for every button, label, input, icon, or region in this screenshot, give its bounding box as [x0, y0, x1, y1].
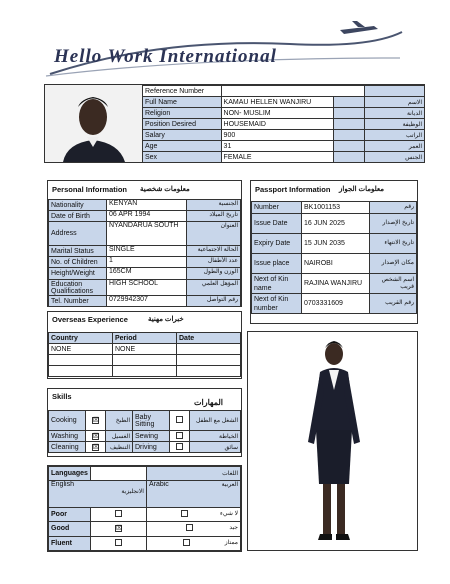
personal-title-ar: معلومات شخصية [140, 186, 190, 193]
english-label-ar: الانجليزية [121, 489, 144, 496]
skill-checkbox[interactable]: ☒ [92, 443, 100, 451]
summary-table [142, 85, 425, 163]
summary-value: KAMAU HELLEN WANJIRU [221, 97, 334, 108]
language-level: Good [49, 522, 91, 536]
personal-label: Nationality [49, 200, 107, 211]
skill-label-ar: الطبخ [105, 411, 132, 431]
skill-label: Cleaning [49, 442, 86, 453]
overseas-experience [47, 311, 242, 379]
personal-value: KENYAN [107, 200, 187, 211]
skill-checkbox-cell [86, 442, 106, 453]
passport-label-ar: تاريخ الإصدار [370, 214, 417, 234]
passport-label: Number [252, 202, 302, 214]
skill-checkbox[interactable]: ☒ [92, 432, 100, 440]
personal-label-ar: تاريخ الميلاد [187, 211, 241, 222]
passport-value: 15 JUN 2035 [302, 234, 370, 254]
arabic-label-ar: العربية [221, 482, 238, 489]
summary-value: NON- MUSLIM [221, 108, 334, 119]
personal-label-ar: الجنسية [187, 200, 241, 211]
skill-label: Sewing [133, 431, 170, 442]
languages-title-ar: اللغات [146, 467, 240, 481]
passport-title-ar: معلومات الجواز [339, 186, 385, 193]
full-body-icon [248, 332, 418, 551]
skills-title: Skills [52, 392, 72, 401]
personal-label: Date of Birth [49, 211, 107, 222]
skill-label: Cooking [49, 411, 86, 431]
profile-section [44, 84, 425, 163]
portrait-photo [45, 85, 142, 162]
personal-value: 06 APR 1994 [107, 211, 187, 222]
summary-label: Full Name [143, 97, 222, 108]
english-checkbox-cell [90, 536, 146, 550]
summary-value: HOUSEMAID [221, 119, 334, 130]
overseas-title: Overseas Experience [52, 315, 128, 324]
skill-checkbox[interactable] [176, 443, 183, 450]
summary-label: Age [143, 141, 222, 152]
language-level-ar: ممتاز [224, 539, 238, 546]
skill-checkbox-cell [170, 431, 190, 442]
summary-value: 31 [221, 141, 334, 152]
full-body-photo [247, 331, 418, 551]
summary-spacer [334, 108, 364, 119]
skills-table [48, 410, 241, 453]
personal-value: HIGH SCHOOL [107, 280, 187, 296]
summary-spacer [334, 152, 364, 163]
skill-checkbox[interactable] [176, 432, 183, 439]
skill-label-ar: الشغل مع الطفل [189, 411, 240, 431]
personal-label: Height/Weight [49, 268, 107, 280]
overseas-header: Country [49, 333, 113, 344]
skill-checkbox-cell [86, 411, 106, 431]
summary-spacer [334, 141, 364, 152]
overseas-cell [113, 366, 177, 377]
personal-title: Personal Information [52, 185, 128, 194]
overseas-title-ar: خبرات مهنية [148, 316, 184, 323]
skill-label-ar: سائق [189, 442, 240, 453]
english-checkbox[interactable] [115, 510, 122, 517]
summary-label-ar: الجنس [364, 152, 424, 163]
skills-title-ar: المهارات [194, 398, 224, 407]
passport-table [251, 201, 417, 314]
personal-label: Tel. Number [49, 296, 107, 307]
summary-spacer [334, 97, 364, 108]
personal-label-ar: الوزن والطول [187, 268, 241, 280]
arabic-checkbox-cell [146, 536, 240, 550]
summary-label-ar: العمر [364, 141, 424, 152]
passport-value: RAJINA WANJIRU [302, 274, 370, 294]
personal-label-ar: المؤهل العلمي [187, 280, 241, 296]
summary-label-ar: الديانة [364, 108, 424, 119]
summary-label-ar: الوظيفة [364, 119, 424, 130]
personal-information [47, 180, 242, 307]
language-level: Fluent [49, 536, 91, 550]
summary-value: FEMALE [221, 152, 334, 163]
personal-value: SINGLE [107, 246, 187, 257]
languages-table [48, 466, 241, 551]
passport-information [250, 180, 418, 324]
personal-value: 0729942307 [107, 296, 187, 307]
skill-label: Washing [49, 431, 86, 442]
passport-title: Passport Information [255, 185, 331, 194]
english-checkbox[interactable] [115, 539, 122, 546]
skill-label: Baby Sitting [133, 411, 170, 431]
english-header [49, 481, 147, 507]
summary-label: Sex [143, 152, 222, 163]
languages-blank [90, 467, 146, 481]
arabic-header [146, 481, 240, 507]
english-checkbox-cell [90, 507, 146, 521]
passport-value: 16 JUN 2025 [302, 214, 370, 234]
english-checkbox-cell [90, 522, 146, 536]
personal-value: 165CM [107, 268, 187, 280]
personal-value: 1 [107, 257, 187, 268]
summary-label-ar: الراتب [364, 130, 424, 141]
summary-label: Salary [143, 130, 222, 141]
arabic-checkbox-cell [146, 522, 240, 536]
overseas-cell [49, 355, 113, 366]
language-level-ar: لا شيء [220, 510, 238, 517]
language-level-ar: جيد [229, 525, 238, 532]
languages-title: Languages [49, 467, 91, 481]
passport-value: NAIROBI [302, 254, 370, 274]
passport-label-ar: مكان الإصدار [370, 254, 417, 274]
personal-label: No. of Children [49, 257, 107, 268]
overseas-cell [177, 355, 241, 366]
personal-table [48, 199, 241, 307]
portrait-icon [45, 85, 142, 162]
logo-text: Hello Work International [54, 46, 277, 67]
english-label: English [51, 481, 74, 489]
personal-label-ar: رقم التواصل [187, 296, 241, 307]
passport-label: Expiry Date [252, 234, 302, 254]
logo [40, 18, 410, 80]
passport-label: Issue Date [252, 214, 302, 234]
skill-checkbox[interactable]: ☒ [92, 417, 100, 424]
summary-label-ar: الاسم [364, 97, 424, 108]
language-level: Poor [49, 507, 91, 521]
summary-spacer [334, 119, 364, 130]
skills [47, 388, 242, 457]
skill-checkbox-cell [170, 442, 190, 453]
arabic-checkbox[interactable] [186, 524, 193, 531]
overseas-cell [113, 355, 177, 366]
english-checkbox[interactable]: ☒ [115, 525, 123, 533]
skill-checkbox-cell [170, 411, 190, 431]
passport-label-ar: رقم [370, 202, 417, 214]
skill-label-ar: الخياطة [189, 431, 240, 442]
skill-label-ar: التنظيف [105, 442, 132, 453]
languages [47, 465, 242, 552]
personal-value: NYANDARUA SOUTH [107, 222, 187, 246]
personal-label: Marital Status [49, 246, 107, 257]
passport-label-ar: تاريخ الانتهاء [370, 234, 417, 254]
overseas-cell: NONE [49, 344, 113, 355]
passport-value: 0703331609 [302, 294, 370, 314]
passport-label-ar: رقم القريب [370, 294, 417, 314]
personal-label-ar: العنوان [187, 222, 241, 246]
summary-value: 900 [221, 130, 334, 141]
overseas-cell [49, 366, 113, 377]
passport-value: BK1001153 [302, 202, 370, 214]
skill-label-ar: الغسيل [105, 431, 132, 442]
skill-checkbox-cell [86, 431, 106, 442]
personal-label: Address [49, 222, 107, 246]
personal-label: Education Qualifications [49, 280, 107, 296]
skill-label: Driving [133, 442, 170, 453]
overseas-cell [177, 344, 241, 355]
personal-label-ar: الحالة الاجتماعية [187, 246, 241, 257]
summary-label: Religion [143, 108, 222, 119]
arabic-checkbox[interactable] [181, 510, 188, 517]
airplane-icon [340, 26, 378, 34]
overseas-table [48, 332, 241, 377]
overseas-header: Date [177, 333, 241, 344]
overseas-cell [177, 366, 241, 377]
reference-value [221, 86, 364, 97]
passport-label: Next of Kin number [252, 294, 302, 314]
overseas-cell: NONE [113, 344, 177, 355]
overseas-header: Period [113, 333, 177, 344]
summary-spacer [334, 130, 364, 141]
reference-label: Reference Number [143, 86, 222, 97]
skill-checkbox[interactable] [176, 416, 183, 423]
arabic-checkbox[interactable] [183, 539, 190, 546]
passport-label: Issue place [252, 254, 302, 274]
passport-label-ar: اسم الشخص قريب [370, 274, 417, 294]
arabic-label: Arabic [148, 481, 169, 489]
passport-label: Next of Kin name [252, 274, 302, 294]
personal-label-ar: عدد الأطفال [187, 257, 241, 268]
arabic-checkbox-cell [146, 507, 240, 521]
summary-label: Position Desired [143, 119, 222, 130]
